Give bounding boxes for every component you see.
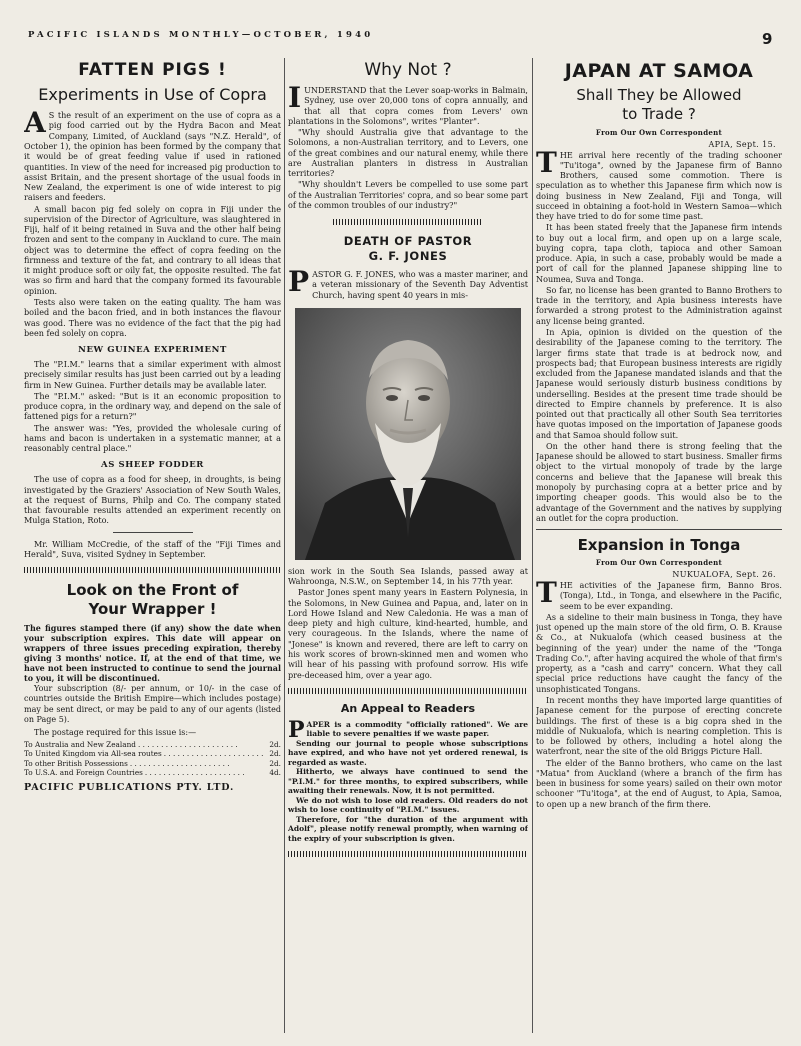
article-paragraph: THE activities of the Japanese firm, Banno Bros. (Tonga), Ltd., in Tonga, and elsewhere in the Pacific, seem to be ever expanding. <box>536 576 782 611</box>
postage-row: To Australia and New Zealand . . . . . . . . . . . . . . . . . . . . . . 2d. <box>24 739 281 749</box>
page-number: 9 <box>762 30 773 48</box>
column-divider <box>284 58 285 1033</box>
article-paragraph: As a sideline to their main business in Tonga, they have just opened up the main store of the old firm, O. B. Krause & Co., at Nukualofa (which ceased business at the beginning of the year) under the name of the "Tonga Trading Co.", after having acquired the whole of that firm's property, as a "cash and carry" concern. What they call special price reductions have caught the fancy of the unsophisticated Tongans. <box>536 611 782 694</box>
portrait-illustration <box>295 308 521 560</box>
decorative-rule <box>333 219 483 225</box>
drop-cap: P <box>288 716 305 743</box>
article-paragraph: So far, no license has been granted to Banno Brothers to trade in the territory, and Apia business interests have forwarded a strong protest to the Administration against any license being granted. <box>536 284 782 326</box>
headline-fatten-pigs: FATTEN PIGS ! <box>78 60 227 80</box>
article-paragraph: In recent months they have imported large quantities of Japanese cement for the purpose of erecting concrete buildings. The first of these is a big copra shed in the middle of Nukualofa, which is nearing completion. This is to be followed by others, including a hotel along the waterfront, near the site of the old Briggs Picture Hall. <box>536 694 782 757</box>
decorative-rule <box>24 567 281 573</box>
wrapper-notice <box>24 581 281 792</box>
subhead-japan-line1: Shall They be Allowed <box>576 86 742 104</box>
drop-cap: T <box>536 576 557 610</box>
appeal-notice <box>288 702 528 844</box>
article-paragraph: A S the result of an experiment on the use of copra as a pig food carried out by the Hydra Bacon and Meat Company, Limited, of Auckland (says "N.Z. Herald", of October 1), the opinion has been formed by the company that it would be of great feeding value if used in rationed quantities. In view of the need for increased pig production to assist Britain, and the present shortage of the usual foods in New Zealand, the experiment is one of wide interest to pig raisers and feeders. <box>24 106 281 203</box>
column-divider <box>532 58 533 1033</box>
headline-death-line2: G. F. JONES <box>368 249 448 264</box>
drop-cap: T <box>536 145 557 179</box>
decorative-rule <box>288 851 528 857</box>
article-paragraph: Pastor Jones spent many years in Eastern Polynesia, in the Solomons, in New Guinea and Papua, and, later on in Lord Howe Island and New Caledonia. He was a man of deep piety and high culture, kind-hearted, humble, and very courageous. In the Islands, where the name of "Jonese" is known and revered, there are left to carry on his work scores of brown-skinned men and women who will hear of his passing with profound sorrow. His wife pre-deceased him, over a year ago. <box>288 587 528 680</box>
byline: From Our Own Correspondent <box>595 558 723 568</box>
article-paragraph: "Why should Australia give that advantage to the Solomons, a non-Australian territory, and to Levers, one of the great combines and our natural enemy, while there are Australian planters in distress in Australian territories? <box>288 127 528 179</box>
publisher-name: PACIFIC PUBLICATIONS PTY. LTD. <box>24 781 235 793</box>
drop-cap: A <box>24 106 46 140</box>
running-head: PACIFIC ISLANDS MONTHLY—OCTOBER, 1940 <box>28 30 374 40</box>
section-divider <box>536 529 782 530</box>
appeal-paragraph: PAPER is a commodity "officially rationed". We are liable to severe penalties if we waste paper. <box>288 716 528 743</box>
article-paragraph: The elder of the Banno brothers, who came on the last "Matua" from Auckland (where a branch of the firm has been in business for some years) sailed on their own motor schooner "Tu'itoga", at the end of August, to Apia, Samoa, to open up a new branch of the firm there. <box>536 757 782 809</box>
byline: From Our Own Correspondent <box>595 127 723 137</box>
headline-expansion-tonga: Expansion in Tonga <box>577 536 741 555</box>
drop-cap: I <box>288 81 302 114</box>
appeal-paragraph: Therefore, for "the duration of the argument with Adolf", please notify renewal promptly, when warning of the expiry of your subscription is given. <box>288 814 528 843</box>
postage-row: To other British Possessions . . . . . . . . . . . . . . . . . . . . . . 2d. <box>24 758 281 768</box>
column-right <box>536 58 782 1038</box>
article-paragraph: "Why shouldn't Levers be compelled to use some part of the Australian Territories' copra, and so bear some part of the common troubles of our industry?" <box>288 179 528 210</box>
wrapper-title-line2: Your Wrapper ! <box>88 599 217 618</box>
wrapper-bold-text: The figures stamped there (if any) show the date when your subscription expires. This date will appear on wrappers of three issues preceding expiration, thereby giving 3 months' notice. If, at the end of that time, we have not been instructed to continue to send the journal to you, it will be discontinued. <box>24 622 281 684</box>
article-paragraph: A small bacon pig fed solely on copra in Fiji under the supervision of the Director of Agriculture, was slaughtered in Fiji, half of it being retained in Suva and the other half being frozen and sent to the company in Auckland to cure. The main object was to determine the effect of copra feeding on the firmness and texture of the fat, and contrary to all ideas that it might produce soft or oily fat, the opposite resulted. The fat was so firm and hard that the company formed its favourable opinion. <box>24 203 281 296</box>
drop-cap: P <box>288 265 310 299</box>
postage-table <box>24 740 281 778</box>
article-paragraph: THE arrival here recently of the trading schooner "Tu'itoga", owned by the Japanese firm of Banno Brothers, caused some commotion. There is speculation as to whether this Japanese firm which now is doing business in New Zealand, Fiji and Tonga, will succeed in obtaining a foot-hold in Western Samoa—which they have tried to do for some time past. <box>536 145 782 222</box>
appeal-paragraph: We do not wish to lose old readers. Old readers do not wish to lose continuity of "P.I.M." issues. <box>288 795 528 815</box>
article-paragraph: sion work in the South Sea Islands, passed away at Wahroonga, N.S.W., on September 14, in his 77th year. <box>288 565 528 587</box>
short-divider <box>113 532 193 533</box>
headline-japan-at-samoa: JAPAN AT SAMOA <box>564 60 754 82</box>
appeal-title: An Appeal to Readers <box>340 701 476 715</box>
appeal-paragraph: Sending our journal to people whose subscriptions have expired, and who have not yet ordered renewal, is regarded as waste. <box>288 738 528 767</box>
section-heading-sheep-fodder: AS SHEEP FODDER <box>101 460 204 471</box>
news-note: Mr. William McCredie, of the staff of the "Fiji Times and Herald", Suva, visited Sydney in September. <box>24 538 281 560</box>
subhead-japan-line2: to Trade ? <box>622 104 696 123</box>
decorative-rule <box>288 688 528 694</box>
article-paragraph: In Apia, opinion is divided on the question of the desirability of the Japanese coming to the territory. The larger firms state that trade is at bedrock now, and prospects bad; that European business interests are rigidly excluded from the Japanese mandated islands and that the Japanese would seriously disturb business conditions by underselling. Besides at the present time trade should be directed to Empire channels by preference. It is also pointed out that practically all other South Sea territories have quotas imposed on the importation of Japanese goods and that Samoa should follow suit. <box>536 327 782 440</box>
article-paragraph: The use of copra as a food for sheep, in droughts, is being investigated by the Graziers' Association of New South Wales, at the request of Burns, Philp and Co. The company stated that favourable results attended an experiment recently on Mulga Station, Roto. <box>24 474 281 526</box>
wrapper-subscription-text: Your subscription (8/- per annum, or 10/- in the case of countries outside the British Empire—which includes postage) may be sent direct, or may be paid to any of our agents (listed on Page 5). <box>24 684 281 724</box>
article-paragraph: PASTOR G. F. JONES, who was a master mariner, and a veteran missionary of the Seventh Day Adventist Church, having spent 40 years in mis- <box>288 265 528 300</box>
appeal-paragraph: Hitherto, we always have continued to send the "P.I.M." for three months, to expired subscribers, while awaiting their renewals. Now, it is not permitted. <box>288 767 528 796</box>
section-heading-new-guinea: NEW GUINEA EXPERIMENT <box>78 345 227 356</box>
dateline: APIA, Sept. 15. <box>708 139 776 149</box>
postage-intro: The postage required for this issue is:— <box>34 727 197 737</box>
dateline: NUKUALOFA, Sept. 26. <box>672 570 776 580</box>
postage-row: To U.S.A. and Foreign Countries . . . . . . . . . . . . . . . . . . . . . . 4d. <box>24 768 281 778</box>
subhead-copra-experiments: Experiments in Use of Copra <box>38 85 267 104</box>
article-paragraph: IUNDERSTAND that the Lever soap-works in Balmain, Sydney, use over 20,000 tons of copra annually, and that all that copra comes from Levers' own plantations in the Solomons", writes "Planter". <box>288 81 528 126</box>
article-paragraph: The "P.I.M." asked: "But is it an economic proposition to produce copra, in the ordinary way, and depend on the sale of fattened pigs for a return?" <box>24 390 281 422</box>
article-paragraph: Tests also were taken on the eating quality. The ham was boiled and the bacon fried, and in both instances the flavour was good. There was no evidence of the fact that the pig had been fed solely on copra. <box>24 296 281 338</box>
column-middle <box>288 58 528 1038</box>
portrait-photo <box>295 308 521 560</box>
postage-row: To United Kingdom via All-sea routes . . . . . . . . . . . . . . . . . . . . . . 2d. <box>24 749 281 759</box>
article-paragraph: The answer was: "Yes, provided the wholesale curing of hams and bacon is undertaken in a systematic manner, at a reasonably central place." <box>24 422 281 454</box>
article-paragraph: On the other hand there is strong feeling that the Japanese should be allowed to start business. Smaller firms object to the virtual monopoly of trade by the large concerns and believe that the Japanese will break this monopoly by purchasing copra at a better price and by importing cheaper goods. This would also be to the advantage of the Government and the natives by supplying an outlet for the copra production. <box>536 440 782 523</box>
headline-why-not: Why Not ? <box>364 60 452 80</box>
headline-death-line1: DEATH OF PASTOR <box>343 234 473 249</box>
wrapper-title-line1: Look on the Front of <box>66 581 239 600</box>
article-paragraph: It has been stated freely that the Japanese firm intends to buy out a local firm, and open up on a large scale, buying copra, tapa cloth, tapioca and other Samoan produce. Apia, in such a case, probably would be made a port of call for the planned Japanese shipping line to Noumea, Suva and Tonga. <box>536 222 782 284</box>
article-paragraph: The "P.I.M." learns that a similar experiment with almost precisely similar results has just been carried out by a leading firm in New Guinea. Further details may be available later. <box>24 359 281 390</box>
column-left <box>24 58 281 1038</box>
